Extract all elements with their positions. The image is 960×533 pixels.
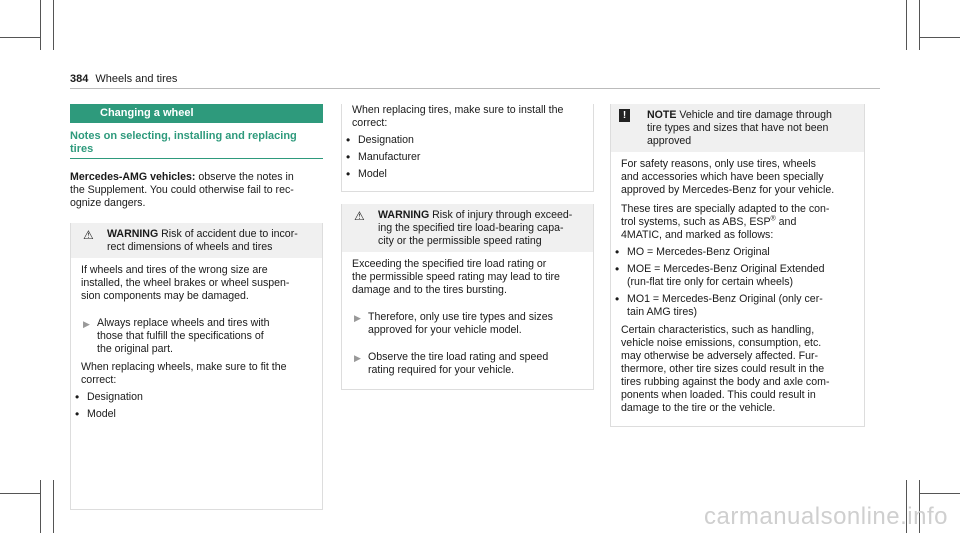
note-label: NOTE	[647, 109, 677, 121]
list-text: • MO1 = Mercedes-Benz Original (only cer-	[627, 293, 823, 305]
body-line: ponents when loaded. This could result in	[621, 389, 816, 401]
bullet-list	[611, 246, 864, 319]
instruction-step	[342, 311, 593, 337]
subhead-line: Notes on selecting, installing and replacing	[70, 130, 297, 142]
warning-text: rect dimensions of wheels and tires	[107, 241, 273, 253]
warning-text: Risk of injury through exceed-	[429, 209, 573, 221]
when-paragraph	[342, 104, 593, 130]
note-box	[610, 104, 865, 427]
list-text: (run-flat tire only for certain wheels)	[627, 276, 794, 288]
header-rule	[70, 88, 880, 89]
crop-mark	[53, 480, 54, 533]
page-number: 384	[70, 73, 89, 85]
step-arrow-icon: ▶	[83, 319, 90, 329]
step-line: those that fulfill the specifications of	[97, 330, 264, 342]
body-line: damage to the tire or the vehicle.	[621, 402, 776, 414]
body-line: For safety reasons, only use tires, wheels	[621, 158, 816, 170]
crop-mark	[919, 493, 960, 494]
body-line: thermore, other tire sizes could result in the	[621, 363, 825, 375]
body-line: installed, the wheel brakes or wheel suspen-	[81, 277, 290, 289]
crop-mark	[919, 0, 920, 50]
note-text: approved	[647, 135, 692, 147]
characteristics-paragraph	[611, 324, 864, 415]
intro-paragraph	[70, 171, 323, 210]
crop-mark	[40, 480, 41, 533]
exclamation-icon: !	[619, 109, 630, 122]
warning-text: Risk of accident due to incor-	[158, 228, 298, 240]
body-line: correct:	[81, 374, 117, 386]
subsection-heading	[70, 130, 323, 159]
note-header	[611, 104, 864, 152]
bullet-list	[342, 134, 593, 181]
warning-body	[342, 258, 593, 297]
body-line	[621, 216, 860, 229]
warning-label: WARNING	[378, 209, 430, 221]
body-line: Exceeding the specified tire load rating or	[352, 258, 547, 270]
body-text: trol systems, such as ABS, ESP	[621, 216, 771, 228]
step-line: Always replace wheels and tires with	[97, 317, 270, 329]
instruction-step	[71, 317, 322, 356]
warning-box	[341, 204, 594, 390]
registered-mark: ®	[770, 215, 776, 223]
warning-triangle-icon: ⚠	[83, 228, 94, 242]
list-item	[611, 246, 864, 259]
note-text: tire types and sizes that have not been	[647, 122, 829, 134]
page-header	[70, 73, 177, 85]
body-line: These tires are specially adapted to the con-	[621, 203, 830, 215]
bullet-list	[71, 391, 322, 421]
warning-text: city or the permissible speed rating	[378, 235, 542, 247]
body-text: and	[775, 216, 797, 228]
list-item: • Designation	[71, 391, 322, 404]
body-line: correct:	[352, 117, 388, 129]
body-line: the permissible speed rating may lead to tire	[352, 271, 560, 283]
crop-mark	[919, 37, 960, 38]
crop-mark	[906, 0, 907, 50]
body-line: sion components may be damaged.	[81, 290, 249, 302]
warning-label: WARNING	[107, 228, 159, 240]
step-line: Therefore, only use tire types and sizes	[368, 311, 553, 323]
list-item	[611, 293, 864, 319]
instruction-step	[342, 351, 593, 377]
step-arrow-icon: ▶	[354, 313, 361, 323]
chapter-title: Wheels and tires	[95, 73, 178, 85]
list-item: • Model	[342, 168, 593, 181]
when-paragraph	[71, 361, 322, 387]
body-line: damage and to the tires bursting.	[352, 284, 507, 296]
list-text: tain AMG tires)	[627, 306, 698, 318]
step-line: Observe the tire load rating and speed	[368, 351, 549, 363]
body-line: When replacing tires, make sure to install the	[352, 104, 564, 116]
crop-mark	[0, 37, 40, 38]
list-text: • MOE = Mercedes-Benz Original Extended	[627, 263, 825, 275]
section-banner: Changing a wheel	[70, 104, 323, 123]
list-item: • Model	[71, 408, 322, 421]
warning-text: ing the specified tire load-bearing capa-	[378, 222, 564, 234]
warning-box	[70, 223, 323, 510]
list-text: MO = Mercedes-Benz Original	[627, 246, 770, 258]
subhead-line: tires	[70, 143, 94, 155]
column-1	[70, 104, 323, 510]
step-line: the original part.	[97, 343, 173, 355]
body-line: vehicle noise emissions, consumption, etc.	[621, 337, 822, 349]
intro-text: ognize dangers.	[70, 197, 146, 209]
body-line: If wheels and tires of the wrong size are	[81, 264, 268, 276]
intro-bold: Mercedes-AMG vehicles:	[70, 171, 196, 183]
adapted-paragraph	[611, 203, 864, 242]
crop-mark	[53, 0, 54, 50]
intro-text: observe the notes in	[195, 171, 294, 183]
column-3	[610, 104, 865, 427]
body-line: approved by Mercedes-Benz for your vehicle.	[621, 184, 835, 196]
watermark: carmanualsonline.info	[704, 503, 948, 530]
body-line: tires rubbing against the body and axle com-	[621, 376, 830, 388]
list-item: • Manufacturer	[342, 151, 593, 164]
safety-paragraph	[611, 158, 864, 197]
body-line: may otherwise be adversely affected. Fur-	[621, 350, 819, 362]
requirements-box	[341, 104, 594, 192]
intro-text: the Supplement. You could otherwise fail to rec-	[70, 184, 294, 196]
step-line: rating required for your vehicle.	[368, 364, 515, 376]
warning-header	[342, 204, 593, 252]
step-line: approved for your vehicle model.	[368, 324, 522, 336]
note-text: Vehicle and tire damage through	[676, 109, 832, 121]
warning-header	[71, 223, 322, 258]
body-line: 4MATIC, and marked as follows:	[621, 229, 774, 241]
list-item: • Designation	[342, 134, 593, 147]
warning-triangle-icon: ⚠	[354, 209, 365, 223]
list-item	[611, 263, 864, 289]
body-line: and accessories which have been specially	[621, 171, 824, 183]
body-line: When replacing wheels, make sure to fit the	[81, 361, 287, 373]
body-line: Certain characteristics, such as handling,	[621, 324, 815, 336]
step-arrow-icon: ▶	[354, 353, 361, 363]
warning-body	[71, 264, 322, 303]
column-2	[341, 104, 594, 390]
crop-mark	[40, 0, 41, 50]
crop-mark	[0, 493, 40, 494]
